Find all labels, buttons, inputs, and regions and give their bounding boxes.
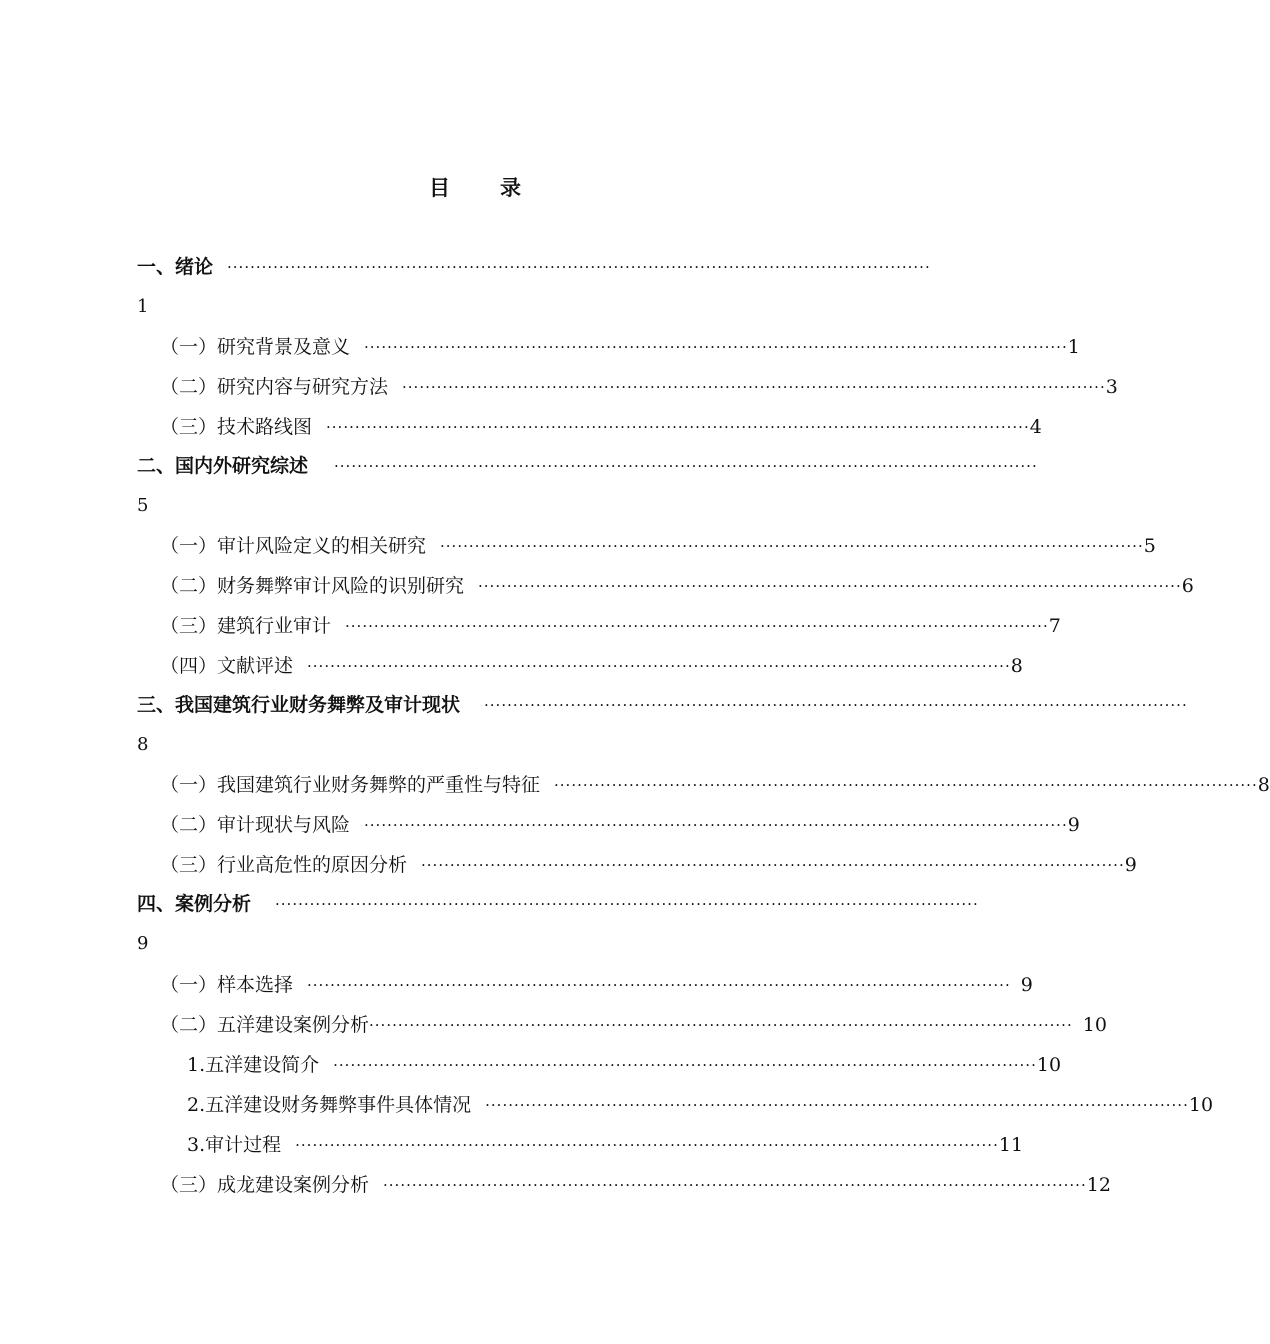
toc-entry-page: 1 (1067, 336, 1080, 358)
dot-leader: ·························································································································· (307, 657, 1011, 675)
dot-leader: ·························································································································· (421, 856, 1125, 874)
toc-entry-page: 8 (1010, 655, 1023, 677)
toc-entry-page: 10 (1036, 1054, 1062, 1076)
toc-entry-4-3[interactable] (160, 1170, 1111, 1200)
toc-entry-label: 三、我国建筑行业财务舞弊及审计现状 (137, 694, 461, 716)
dot-leader: ·························································································································· (485, 1096, 1189, 1114)
dot-leader: ·························································································································· (326, 418, 1030, 436)
toc-entry-page: 11 (998, 1134, 1024, 1156)
toc-entry-label: （三）成龙建设案例分析 (160, 1174, 370, 1196)
toc-entry-chapter-3[interactable] (137, 690, 1188, 720)
toc-entry-page: 6 (1181, 575, 1194, 597)
dot-leader: ·························································································································· (484, 696, 1188, 714)
toc-title-char-2: 录 (500, 176, 521, 200)
dot-leader: ·························································································································· (369, 1016, 1073, 1034)
dot-leader: ·························································································································· (295, 1136, 999, 1154)
dot-leader: ·························································································································· (333, 1056, 1037, 1074)
toc-entry-page: 1 (137, 296, 149, 317)
dot-leader: ·························································································································· (440, 537, 1144, 555)
toc-title-char-1: 目 (429, 176, 450, 200)
toc-entry-page: 9 (1067, 814, 1080, 836)
toc-entry-label: （二）五洋建设案例分析 (160, 1014, 370, 1036)
toc-entry-3-2[interactable] (160, 810, 1080, 840)
toc-entry-chapter-4[interactable] (137, 889, 979, 919)
toc-entry-4-2-1[interactable] (187, 1050, 1062, 1080)
toc-entry-label: （三）技术路线图 (160, 416, 313, 438)
toc-entry-page: 8 (1257, 774, 1270, 796)
toc-entry-label: 一、绪论 (137, 256, 214, 278)
toc-entry-3-1[interactable] (160, 770, 1270, 800)
toc-entry-chapter-2[interactable] (137, 451, 1038, 481)
toc-entry-4-2[interactable] (160, 1010, 1107, 1040)
toc-entry-page: 9 (137, 933, 149, 954)
toc-entry-label: （三）建筑行业审计 (160, 615, 332, 637)
toc-entry-1-2[interactable] (160, 372, 1118, 402)
toc-entry-page: 9 (1124, 854, 1137, 876)
toc-entry-4-2-3[interactable] (187, 1130, 1024, 1160)
dot-leader: ·························································································································· (307, 976, 1011, 994)
toc-entry-label: （一）研究背景及意义 (160, 336, 351, 358)
dot-leader: ·························································································································· (402, 378, 1106, 396)
toc-entry-page: 9 (1020, 974, 1033, 996)
toc-entry-label: （三）行业高危性的原因分析 (160, 854, 408, 876)
toc-entry-2-1[interactable] (160, 531, 1156, 561)
dot-leader: ·························································································································· (364, 338, 1068, 356)
toc-entry-label: （一）我国建筑行业财务舞弊的严重性与特征 (160, 774, 541, 796)
toc-entry-2-2[interactable] (160, 571, 1194, 601)
dot-leader: ·························································································································· (227, 258, 931, 276)
toc-entry-label: （一）样本选择 (160, 974, 294, 996)
toc-entry-2-3[interactable] (160, 611, 1061, 641)
toc-entry-label: 2.五洋建设财务舞弊事件具体情况 (187, 1094, 472, 1116)
toc-entry-1-3[interactable] (160, 412, 1042, 442)
toc-entry-label: 1.五洋建设简介 (187, 1054, 320, 1076)
dot-leader: ·························································································································· (334, 457, 1038, 475)
toc-entry-label: （二）研究内容与研究方法 (160, 376, 389, 398)
toc-entry-page: 10 (1082, 1014, 1107, 1036)
toc-entry-page: 3 (1105, 376, 1118, 398)
toc-title (0, 172, 950, 202)
toc-entry-page: 10 (1188, 1094, 1214, 1116)
toc-entry-page: 4 (1029, 416, 1042, 438)
dot-leader: ·························································································································· (383, 1176, 1087, 1194)
toc-entry-4-2-2[interactable] (187, 1090, 1214, 1120)
toc-entry-3-3[interactable] (160, 850, 1137, 880)
dot-leader: ·························································································································· (275, 895, 979, 913)
toc-entry-2-4[interactable] (160, 651, 1023, 681)
dot-leader: ·························································································································· (364, 816, 1068, 834)
toc-entry-page: 7 (1048, 615, 1061, 637)
toc-entry-page: 8 (137, 734, 149, 755)
toc-entry-page: 12 (1086, 1174, 1111, 1196)
toc-entry-label: （二）财务舞弊审计风险的识别研究 (160, 575, 465, 597)
dot-leader: ·························································································································· (345, 617, 1049, 635)
toc-entry-page: 5 (137, 495, 149, 516)
dot-leader: ·························································································································· (478, 577, 1182, 595)
toc-entry-label: 3.审计过程 (187, 1134, 282, 1156)
toc-entry-label: 四、案例分析 (137, 893, 252, 915)
toc-entry-label: （四）文献评述 (160, 655, 294, 677)
toc-entry-page: 5 (1143, 535, 1156, 557)
toc-entry-1-1[interactable] (160, 332, 1080, 362)
toc-entry-label: 二、国内外研究综述 (137, 455, 309, 477)
toc-entry-4-1[interactable] (160, 970, 1033, 1000)
toc-entry-chapter-1[interactable] (137, 252, 931, 282)
dot-leader: ·························································································································· (554, 776, 1258, 794)
toc-entry-label: （一）审计风险定义的相关研究 (160, 535, 427, 557)
toc-entry-label: （二）审计现状与风险 (160, 814, 351, 836)
